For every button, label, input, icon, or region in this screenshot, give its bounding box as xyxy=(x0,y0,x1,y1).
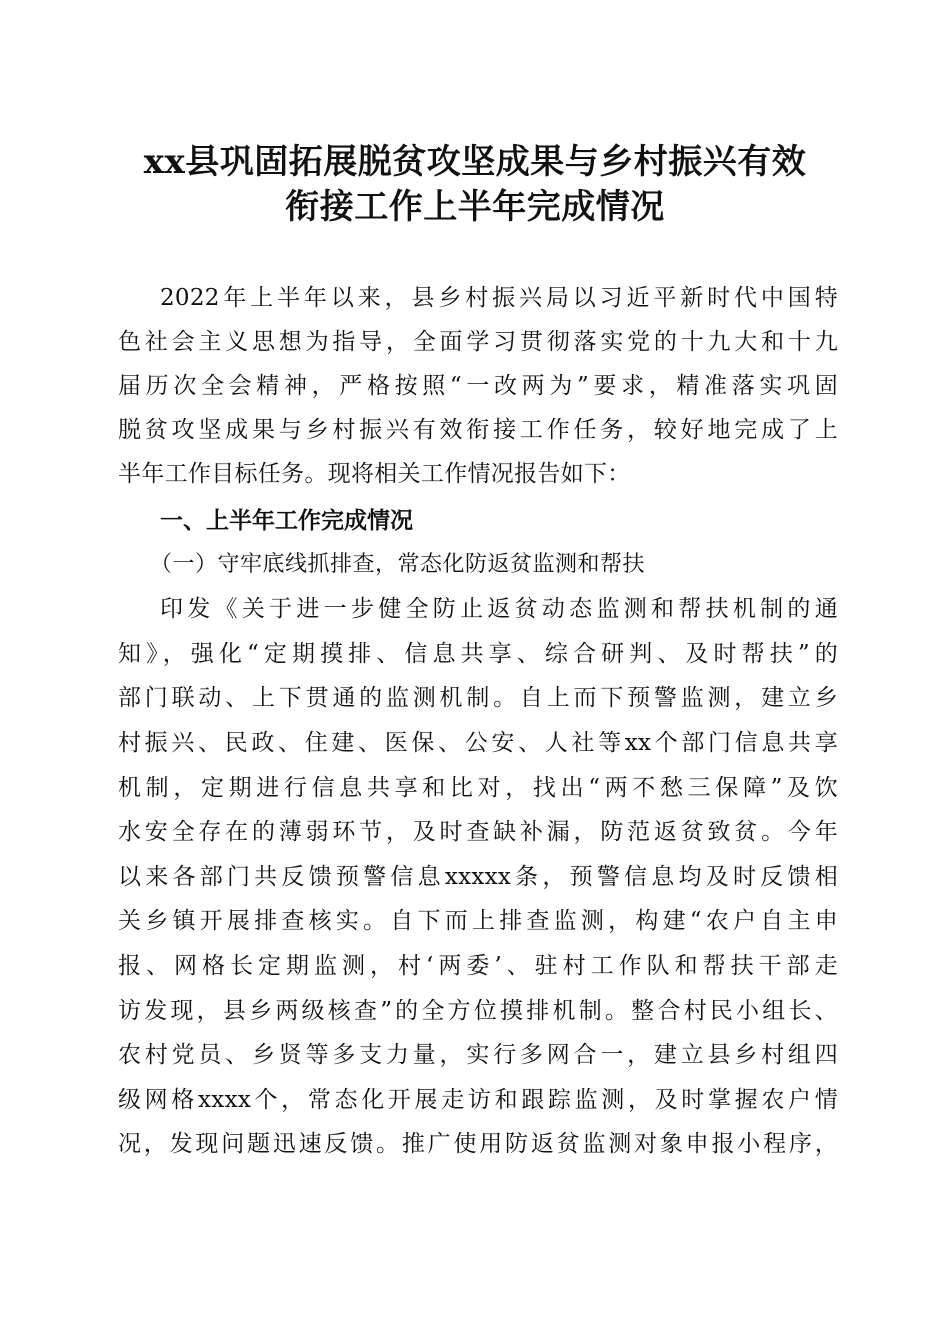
body-line: 部门联动、上下贯通的监测机制。自上而下预警监测，建立乡 xyxy=(118,685,838,711)
subsection-heading: （一）守牢底线抓排查，常态化防返贫监测和帮扶 xyxy=(150,552,646,577)
intro-line: 2022年上半年以来，县乡村振兴局以习近平新时代中国特 xyxy=(160,285,838,311)
body-line: 水安全存在的薄弱环节，及时查缺补漏，防范返贫致贫。今年 xyxy=(118,819,838,845)
body-line: 知》，强化“定期摸排、信息共享、综合研判、及时帮扶”的 xyxy=(118,641,838,667)
document-title-line-1: xx县巩固拓展脱贫攻坚成果与乡村振兴有效 xyxy=(143,142,807,182)
body-line: 关乡镇开展排查核实。自下而上排查监测，构建“农户自主申 xyxy=(118,908,838,934)
body-line: 机制，定期进行信息共享和比对，找出“两不愁三保障”及饮 xyxy=(118,775,838,801)
body-line: 报、网格长定期监测，村‘两委’、驻村工作队和帮扶干部走 xyxy=(118,953,838,979)
body-line: 村振兴、民政、住建、医保、公安、人社等xx个部门信息共享 xyxy=(118,730,838,756)
intro-line: 届历次全会精神，严格按照“一改两为”要求，精准落实巩固 xyxy=(118,373,838,399)
section-heading: 一、上半年工作完成情况 xyxy=(160,508,413,534)
body-line: 农村党员、乡贤等多支力量，实行多网合一，建立县乡村组四 xyxy=(118,1042,838,1068)
intro-line: 半年工作目标任务。现将相关工作情况报告如下： xyxy=(118,461,631,487)
document-title-line-2: 衔接工作上半年完成情况 xyxy=(285,187,665,227)
intro-line: 色社会主义思想为指导，全面学习贯彻落实党的十九大和十九 xyxy=(118,329,838,355)
body-line: 以来各部门共反馈预警信息xxxxx条，预警信息均及时反馈相 xyxy=(118,864,838,890)
body-line: 访发现，县乡两级核查”的全方位摸排机制。整合村民小组长、 xyxy=(118,998,838,1024)
body-line: 级网格xxxx个，常态化开展走访和跟踪监测，及时掌握农户情 xyxy=(118,1087,838,1113)
body-line: 印发《关于进一步健全防止返贫动态监测和帮扶机制的通 xyxy=(160,596,838,622)
intro-line: 脱贫攻坚成果与乡村振兴有效衔接工作任务，较好地完成了上 xyxy=(118,417,838,443)
body-line: 况，发现问题迅速反馈。推广使用防返贫监测对象申报小程序， xyxy=(118,1131,838,1157)
